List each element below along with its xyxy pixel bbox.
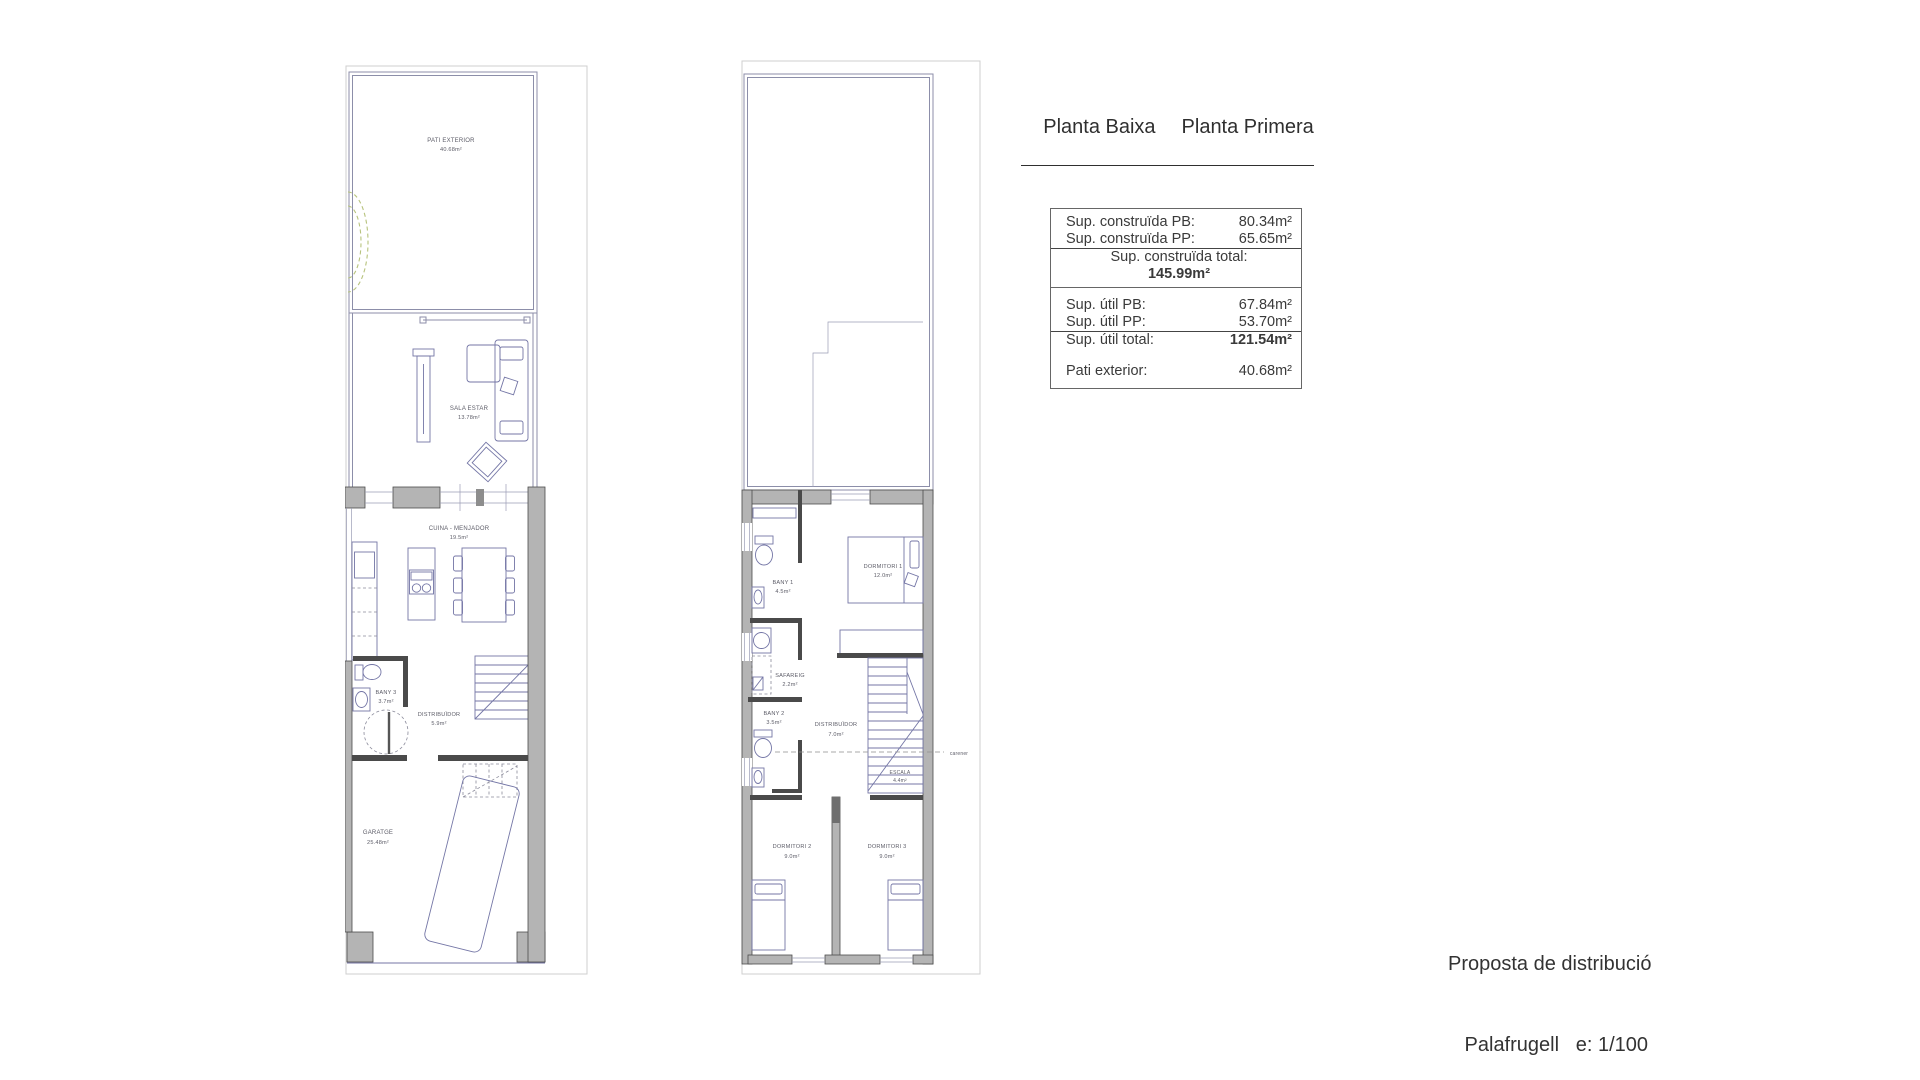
pb-tree-arc-inner bbox=[348, 206, 361, 278]
pb-kitchen-island bbox=[408, 548, 435, 620]
table-row bbox=[1051, 363, 1301, 380]
pp-roof-step-line bbox=[813, 322, 923, 487]
pb-car-outline bbox=[423, 775, 520, 954]
pp-dormitori1-area: 12.0m² bbox=[873, 573, 893, 579]
total-construida-label: Sup. construïda total: bbox=[1110, 249, 1248, 265]
table-row bbox=[1051, 332, 1301, 349]
row-label: Sup. útil PB: bbox=[1066, 297, 1146, 313]
pb-kitchen-counter bbox=[352, 542, 377, 660]
pb-paper-frame bbox=[346, 66, 587, 974]
pp-bany1-toilet bbox=[755, 536, 773, 544]
table-row bbox=[1051, 214, 1301, 231]
pp-distribuidor-area: 7.0m² bbox=[828, 732, 844, 738]
pp-bed1 bbox=[848, 537, 923, 603]
pp-dormitori1-label: DORMITORI 1 bbox=[863, 564, 903, 570]
pb-pati-label: PATI EXTERIOR bbox=[427, 138, 475, 144]
pb-toilet bbox=[355, 665, 363, 680]
page-title bbox=[1021, 93, 1314, 166]
pp-dormitoris bbox=[750, 795, 923, 957]
pp-carener-label: carener bbox=[949, 751, 969, 757]
pp-dormitori2-label: DORMITORI 2 bbox=[772, 844, 812, 850]
pb-distribuidor bbox=[418, 656, 537, 797]
pp-paper-frame bbox=[742, 61, 980, 974]
pp-washer bbox=[752, 628, 771, 653]
pp-safareig-label: SAFAREIG bbox=[775, 673, 805, 679]
pp-bany1-label: BANY 1 bbox=[772, 580, 794, 586]
pb-dining-table bbox=[462, 548, 506, 622]
pb-garatge-label: GARATGE bbox=[362, 830, 394, 836]
pp-safareig bbox=[752, 618, 805, 694]
pp-dormitori1 bbox=[837, 537, 923, 658]
row-label: Sup. construïda PB: bbox=[1066, 214, 1195, 230]
pb-door-mullion bbox=[476, 489, 484, 506]
pb-garatge bbox=[347, 775, 545, 963]
pb-pati-area: 40.68m² bbox=[440, 147, 462, 153]
total-construida-value: 145.99m² bbox=[1147, 266, 1211, 282]
planta-baixa-plan bbox=[345, 64, 590, 976]
pp-bany2-toilet bbox=[754, 730, 772, 737]
pb-pati-exterior bbox=[348, 72, 537, 323]
pb-sala-estar bbox=[413, 340, 528, 482]
pp-front-wall bbox=[744, 490, 933, 504]
table-row bbox=[1051, 231, 1301, 249]
pp-bed2 bbox=[752, 880, 785, 950]
footer-note bbox=[1448, 897, 1652, 1080]
row-value: 40.68m² bbox=[1238, 363, 1292, 379]
row-value: 65.65m² bbox=[1238, 231, 1292, 247]
pb-bany3-label: BANY 3 bbox=[375, 690, 397, 696]
pp-closet bbox=[840, 630, 923, 654]
row-value: 121.54m² bbox=[1229, 332, 1292, 348]
pp-dormitori3-label: DORMITORI 3 bbox=[867, 844, 907, 850]
areas-table-util-section bbox=[1051, 288, 1301, 388]
pp-escala-label: ESCALA bbox=[889, 770, 911, 776]
pb-sala-label: SALA ESTAR bbox=[449, 406, 489, 412]
pp-distribuidor bbox=[815, 721, 858, 738]
title-planta-baixa: Planta Baixa bbox=[1043, 116, 1156, 138]
pb-distribuidor-label: DISTRIBUÏDOR bbox=[417, 712, 461, 718]
pb-cuina-area: 19.5m² bbox=[449, 535, 469, 541]
row-label: Sup. construïda PP: bbox=[1066, 231, 1195, 247]
pp-right-wall bbox=[923, 490, 933, 964]
areas-table bbox=[1050, 208, 1302, 389]
pb-bany3-area: 3.7m² bbox=[378, 699, 394, 705]
row-label: Sup. útil total: bbox=[1066, 332, 1154, 348]
row-label: Pati exterior: bbox=[1066, 363, 1148, 379]
pp-bany2 bbox=[748, 697, 802, 793]
pb-facade-wall bbox=[345, 484, 528, 511]
pp-bany1-counter bbox=[753, 508, 796, 518]
pp-left-wall bbox=[742, 490, 752, 964]
pp-distribuidor-label: DISTRIBUÏDOR bbox=[814, 722, 858, 728]
pp-bed3 bbox=[888, 880, 923, 950]
pp-dormitori3-area: 9.0m² bbox=[879, 854, 895, 860]
title-planta-primera: Planta Primera bbox=[1181, 116, 1314, 138]
table-row bbox=[1051, 297, 1301, 314]
areas-table-construida-section bbox=[1051, 209, 1301, 288]
pb-garatge-area: 25.48m² bbox=[367, 840, 389, 846]
footer-line1: Proposta de distribució bbox=[1448, 953, 1652, 975]
pp-dormitori2-area: 9.0m² bbox=[784, 854, 800, 860]
pp-bany2-label: BANY 2 bbox=[763, 711, 785, 717]
pp-bany1-area: 4.5m² bbox=[775, 589, 791, 595]
pb-right-wall bbox=[528, 487, 545, 962]
table-row bbox=[1051, 314, 1301, 332]
pb-sala-area: 13.78m² bbox=[458, 415, 480, 421]
pb-bany3 bbox=[350, 656, 408, 761]
pb-cuina-menjador bbox=[352, 526, 515, 660]
pp-escala bbox=[868, 658, 923, 793]
footer-line2: Palafrugell e: 1/100 bbox=[1464, 1034, 1648, 1056]
row-label: Sup. útil PP: bbox=[1066, 314, 1146, 330]
pp-roof-terrace bbox=[744, 74, 933, 490]
pb-sofa-pillow bbox=[500, 377, 518, 395]
pb-left-wall bbox=[345, 661, 352, 932]
pb-door-swing bbox=[364, 710, 408, 754]
pp-escala-area: 4.4m² bbox=[893, 778, 907, 784]
pp-bottom-wall bbox=[748, 955, 933, 964]
row-value: 80.34m² bbox=[1238, 214, 1292, 230]
pp-safareig-area: 2.2m² bbox=[782, 682, 798, 688]
row-value: 53.70m² bbox=[1238, 314, 1292, 330]
pb-cuina-label: CUINA - MENJADOR bbox=[428, 526, 490, 532]
row-value: 67.84m² bbox=[1238, 297, 1292, 313]
pb-distribuidor-area: 5.9m² bbox=[431, 721, 447, 727]
pb-tv-cabinet-cap bbox=[413, 349, 434, 356]
planta-primera-plan bbox=[740, 58, 985, 978]
pb-sala-side-walls bbox=[349, 313, 537, 487]
pp-bany2-area: 3.5m² bbox=[766, 720, 782, 726]
pp-bany1 bbox=[750, 490, 802, 623]
